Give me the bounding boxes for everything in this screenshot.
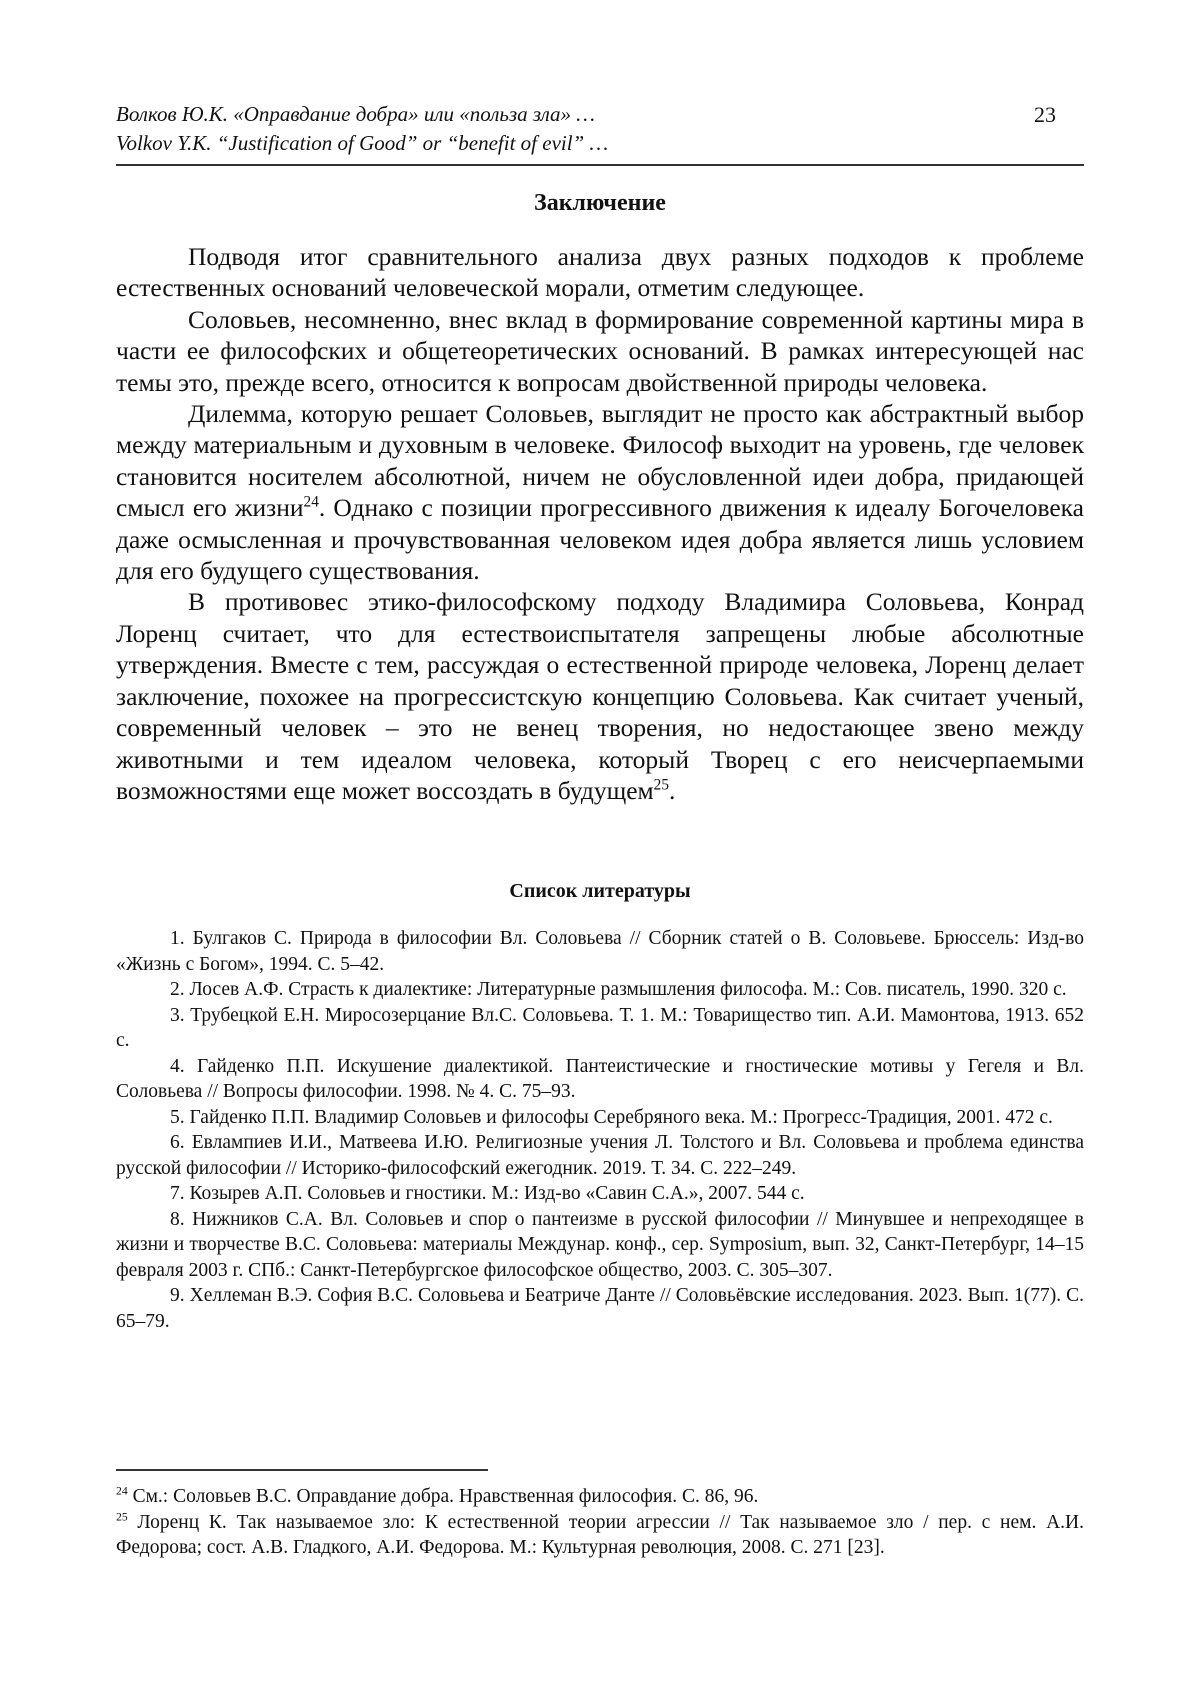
paragraph: Соловьев, несомненно, внес вклад в формирование современной картины мира в части ее философских и общетеоретических оснований. В рамках интересующей нас темы это, прежде всего, относится к вопросам двойственной природы человека. [116,304,1084,397]
footnote-text: Лоренц К. Так называемое зло: К естественной теории агрессии // Так называемое зло / пер. с нем. А.И. Федорова; сост. А.В. Гладкого, А.И. Федорова. М.: Культурная революция, 2008. С. 271 [23]. [116,1511,1084,1558]
reference-item: 1. Булгаков С. Природа в философии Вл. Соловьева // Сборник статей о В. Соловьеве. Брюссель: Изд-во «Жизнь с Богом», 1994. С. 5–42. [116,928,1084,975]
reference-item: 9. Хеллеман В.Э. София В.С. Соловьева и Беатриче Данте // Соловьёвские исследования. 2023. Вып. 1(77). С. 65–79. [116,1285,1084,1332]
footnote-24 [116,1484,1084,1510]
reference-list [116,926,1084,1334]
paragraph-text: Дилемма, которую решает Соловьев, выглядит не просто как абстрактный выбор между материальным и духовным в человеке. Философ выходит на уровень, где человек становится носителем абсолютной, ничем не обусловленной идеи добра, придающей смысл его жизни [116,399,1084,523]
conclusion-body [116,241,1084,806]
paragraph-text: . [668,775,676,805]
reference-item: 5. Гайденко П.П. Владимир Соловьев и философы Серебряного века. М.: Прогресс-Традиция, 2001. 472 с. [170,1106,1053,1128]
reference-item: 8. Нижников С.А. Вл. Соловьев и спор о пантеизме в русской философии // Минувшее и непреходящее в жизни и творчестве В.С. Соловьева: материалы Междунар. конф., сер. Symposium, вып. 32, Санкт-Петербург, 14–15 февраля 2003 г. СПб.: Санкт-Петербургское философское общество, 2003. С. 305–307. [116,1208,1084,1281]
paragraph: Подводя итог сравнительного анализа двух разных подходов к проблеме естественных оснований человеческой морали, отметим следующее. [116,242,1084,303]
running-header [116,100,1084,166]
footnote-number: 25 [116,1510,128,1523]
conclusion-title: Заключение [534,190,666,216]
running-header-russian: Волков Ю.К. «Оправдание добра» или «польза зла» … [116,102,595,126]
footnote-separator [116,1469,488,1471]
footnote-marker-24[interactable]: 24 [303,493,319,511]
reference-item: 2. Лосев А.Ф. Страсть к диалектике: Литературные размышления философа. М.: Сов. писатель, 1990. 320 с. [170,979,1067,1000]
paragraph-text: В противовес этико-философскому подходу Владимира Соловьева, Конрад Лоренц считает, что для естествоиспытателя запрещены любые абсолютные утверждения. Вместе с тем, рассуждая о естественной природе человека, Лоренц делает заключение, похожее на прогрессистскую концепцию Соловьева. Как считает ученый, современный человек – это не венец творения, но недостающее звено между животными и тем идеалом человека, который Творец с его неисчерпаемыми возможностями еще может воссоздать в будущем [116,587,1084,805]
footnote-25 [116,1510,1084,1561]
running-header-english: Volkov Y.K. “Justification of Good” or “benefit of evil” … [116,131,609,155]
footnote-number: 24 [116,1484,128,1498]
footnote-marker-25[interactable]: 25 [653,776,669,794]
footnote-text: См.: Соловьев В.С. Оправдание добра. Нравственная философия. С. 86, 96. [127,1486,759,1507]
reference-item: 6. Евлампиев И.И., Матвеева И.Ю. Религиозные учения Л. Толстого и Вл. Соловьева и проблема единства русской философии // Историко-философский ежегодник. 2019. Т. 34. С. 222–249. [116,1132,1084,1179]
page [116,0,1084,1708]
footnotes [116,1484,1084,1561]
paragraph [116,398,1084,586]
reference-item: 4. Гайденко П.П. Искушение диалектикой. Пантеистические и гностические мотивы у Гегеля и Вл. Соловьева // Вопросы философии. 1998. № 4. С. 75–93. [116,1055,1084,1102]
reference-item: 7. Козырев А.П. Соловьев и гностики. М.: Изд-во «Савин С.А.», 2007. 544 с. [170,1183,805,1204]
page-number: 23 [1034,102,1056,127]
reference-item: 3. Трубецкой Е.Н. Миросозерцание Вл.С. Соловьева. Т. 1. М.: Товарищество тип. А.И. Мамонтова, 1913. 652 с. [116,1004,1084,1051]
paragraph-text: . Однако с позиции прогрессивного движения к идеалу Богочеловека даже осмысленная и прочувствованная человеком идея добра является лишь условием для его будущего существования. [116,493,1085,586]
references-title: Список литературы [509,880,691,902]
paragraph [116,586,1084,806]
